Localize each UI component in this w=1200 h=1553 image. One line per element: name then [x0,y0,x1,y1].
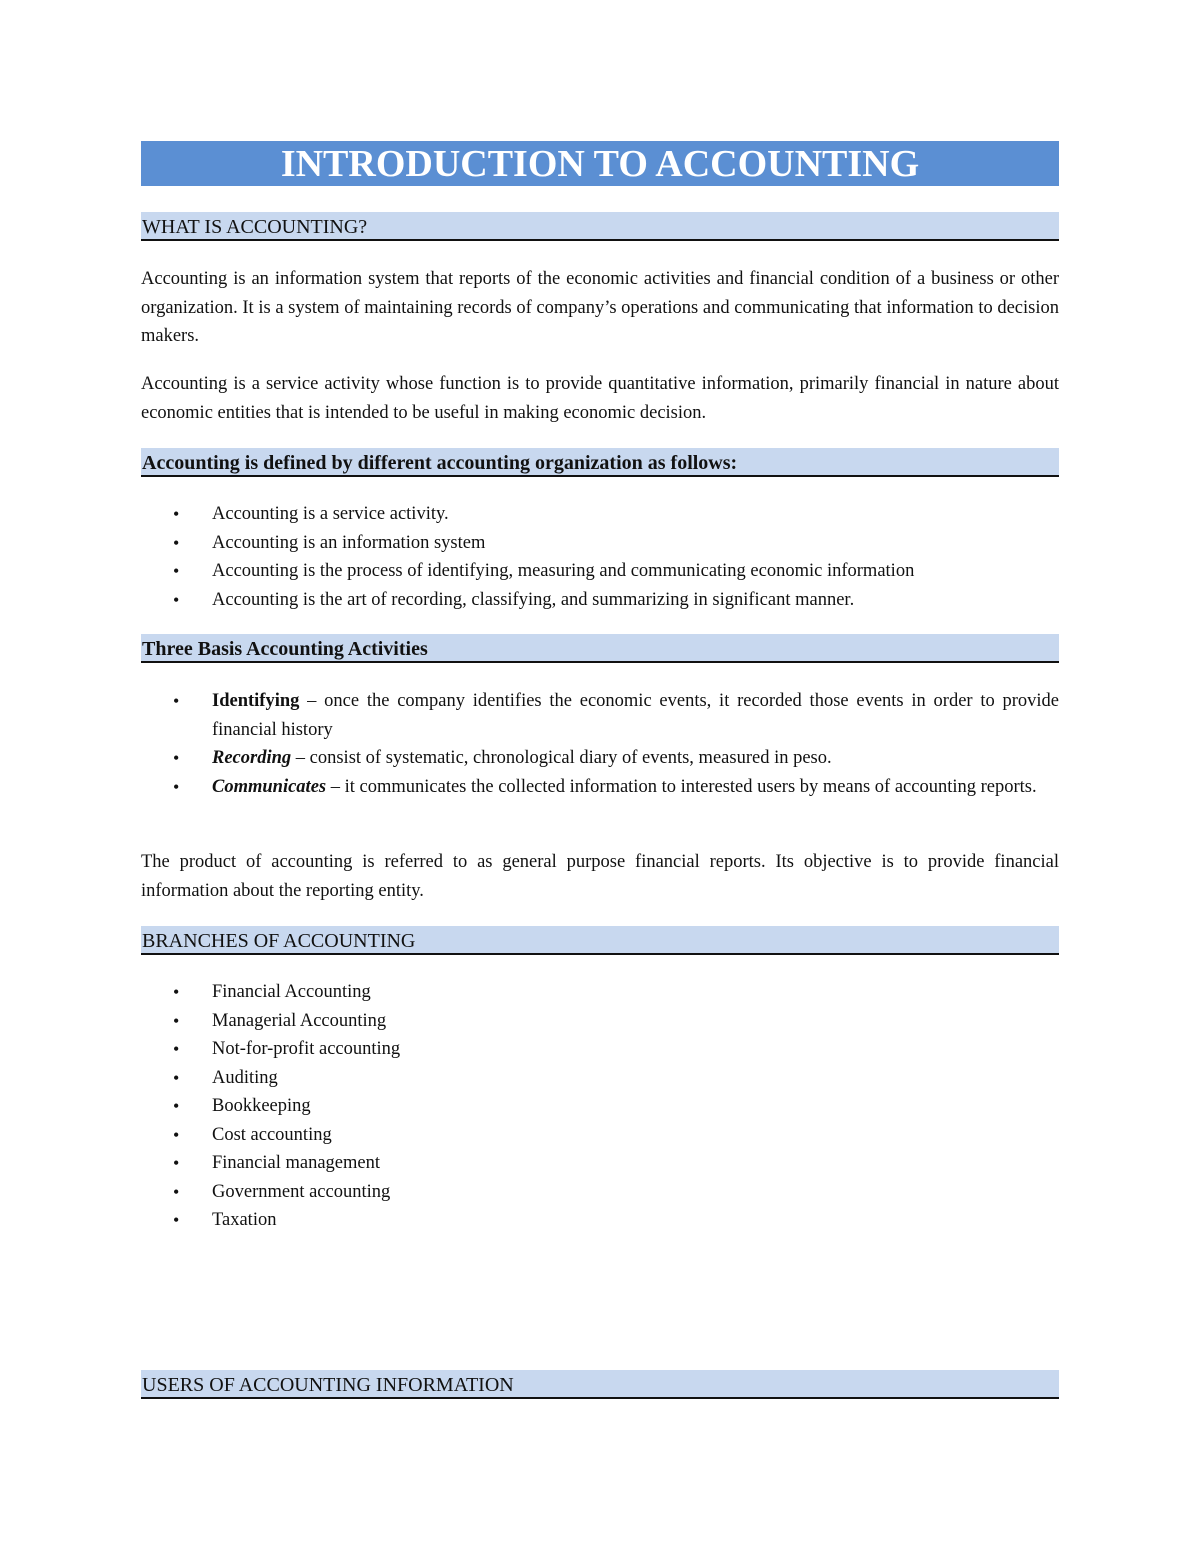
list-item: • Accounting is the art of recording, classifying, and summarizing in significant manner. [141,586,1059,615]
branches-list [141,978,1059,1235]
list-item: • Government accounting [141,1178,1059,1207]
bullet-icon: • [173,532,180,553]
list-item: • Financial management [141,1149,1059,1178]
paragraph-service-activity: Accounting is a service activity whose function is to provide quantitative information, primarily financial in nature about economic entities that is intended to be useful in making economic decision. [141,374,1059,423]
bullet-icon: • [173,589,180,610]
list-item: • Taxation [141,1206,1059,1235]
heading-users: USERS OF ACCOUNTING INFORMATION [141,1370,1059,1399]
bullet-icon: • [173,561,180,581]
list-item: • Communicates – it communicates the collected information to interested users by means of accounting reports. [141,773,1059,802]
list-item: • Accounting is an information system [141,529,1059,558]
heading-branches: BRANCHES OF ACCOUNTING [141,926,1059,955]
heading-what-is-accounting: WHAT IS ACCOUNTING? [141,212,1059,241]
bullet-icon: • [173,1096,180,1116]
paragraph-definition: Accounting is an information system that reports of the economic activities and financial condition of a business or other organization. It is a system of maintaining records of company’s operations and communicating that information to decision makers. [141,269,1059,346]
bullet-icon: • [173,504,180,524]
heading-three-activities: Three Basis Accounting Activities [141,634,1059,663]
bullet-icon: • [173,748,180,768]
paragraph-product-of-accounting: The product of accounting is referred to as general purpose financial reports. Its objective is to provide financial information about the reporting entity. [141,852,1059,901]
term-recording: Recording [212,748,292,768]
list-item: • Recording – consist of systematic, chronological diary of events, measured in peso. [141,744,1059,773]
list-item: • Cost accounting [141,1121,1059,1150]
bullet-icon: • [173,1181,180,1202]
term-identifying: Identifying [212,691,300,711]
list-item: • Identifying – once the company identifies the economic events, it recorded those events in order to provide financial history [141,687,1059,744]
bullet-icon: • [173,1124,180,1145]
bullet-icon: • [173,1039,180,1059]
list-item: • Accounting is the process of identifying, measuring and communicating economic information [141,557,1059,586]
page-title: INTRODUCTION TO ACCOUNTING [141,141,1059,186]
list-item: • Financial Accounting [141,978,1059,1007]
bullet-icon: • [173,1153,180,1173]
heading-definitions: Accounting is defined by different accounting organization as follows: [141,448,1059,477]
list-item: • Not-for-profit accounting [141,1035,1059,1064]
bullet-icon: • [173,691,180,711]
bullet-icon: • [173,982,180,1002]
list-item: • Accounting is a service activity. [141,500,1059,529]
activities-list [141,687,1059,801]
list-item: • Managerial Accounting [141,1007,1059,1036]
term-communicates: Communicates [212,776,327,797]
list-item: • Bookkeeping [141,1092,1059,1121]
list-item: • Auditing [141,1064,1059,1093]
bullet-icon: • [173,1210,180,1230]
bullet-icon: • [173,1010,180,1031]
bullet-icon: • [173,776,180,797]
definitions-list [141,500,1059,614]
bullet-icon: • [173,1067,180,1088]
